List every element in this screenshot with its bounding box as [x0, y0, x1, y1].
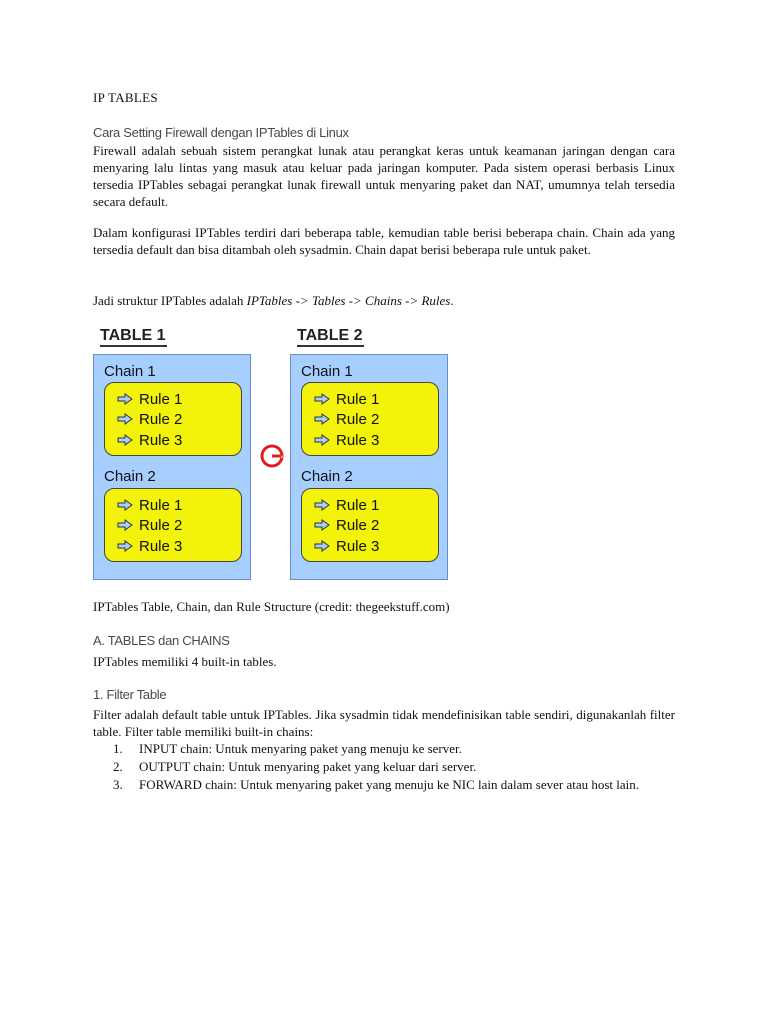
figure-caption: IPTables Table, Chain, dan Rule Structure (credit: thegeekstuff.com) [93, 599, 450, 614]
rule-item: Rule 1 [314, 390, 379, 408]
iptables-structure-diagram [93, 326, 453, 582]
table-1-chain-2-box [104, 488, 242, 562]
structure-prefix: Jadi struktur IPTables adalah [93, 293, 247, 308]
chain-list [93, 740, 675, 794]
table-2-chain-1-box [301, 382, 439, 456]
table-1-title: TABLE 1 [100, 327, 167, 347]
rule-item: Rule 3 [314, 537, 379, 555]
table-1-chain-2-label: Chain 2 [104, 468, 156, 485]
arrow-right-icon [117, 393, 133, 405]
table-1-chain-1-box [104, 382, 242, 456]
heading-tables-chains: A. TABLES dan CHAINS [93, 633, 230, 648]
arrow-right-icon [314, 499, 330, 511]
rule-item: Rule 1 [117, 496, 182, 514]
arrow-right-icon [117, 434, 133, 446]
paragraph-config: Dalam konfigurasi IPTables terdiri dari beberapa table, kemudian table berisi beberapa chain. Chain ada yang tersedia default dan bisa ditambah oleh sysadmin. Chain dapat berisi beberapa rule untuk paket. [93, 225, 675, 257]
rule-item: Rule 2 [117, 516, 182, 534]
arrow-right-icon [117, 540, 133, 552]
arrow-right-icon [314, 393, 330, 405]
paragraph-filter: Filter adalah default table untuk IPTables. Jika sysadmin tidak mendefinisikan table sendiri, digunakanlah filter table. Filter table memiliki built-in chains: [93, 707, 675, 739]
structure-chain: IPTables -> Tables -> Chains -> Rules [246, 293, 451, 308]
paragraph-builtin-tables: IPTables memiliki 4 built-in tables. [93, 654, 277, 669]
rule-item: Rule 1 [117, 390, 182, 408]
arrow-right-icon [314, 434, 330, 446]
rule-item: Rule 3 [314, 431, 379, 449]
site-logo-icon [260, 444, 284, 468]
table-2-title: TABLE 2 [297, 327, 364, 347]
paragraph-structure [93, 292, 675, 309]
arrow-right-icon [117, 499, 133, 511]
arrow-right-icon [314, 413, 330, 425]
table-2-chain-2-box [301, 488, 439, 562]
rule-item: Rule 1 [314, 496, 379, 514]
table-2-box [290, 354, 448, 580]
list-item: 1. INPUT chain: Untuk menyaring paket yang menuju ke server. [113, 741, 462, 756]
table-1-box [93, 354, 251, 580]
arrow-right-icon [117, 413, 133, 425]
rule-item: Rule 3 [117, 537, 182, 555]
table-1-chain-1-label: Chain 1 [104, 363, 156, 380]
rule-item: Rule 2 [117, 410, 182, 428]
paragraph-firewall: Firewall adalah sebuah sistem perangkat lunak atau perangkat keras untuk keamanan jaringan dengan cara menyaring lalu lintas yang masuk atau keluar pada jaringan komputer. Pada sistem operasi berbasis Linux tersedia IPTables sebagai perangkat lunak firewall untuk menyaring paket dan NAT, umumnya telah tersedia secara default. [93, 143, 675, 209]
arrow-right-icon [314, 519, 330, 531]
rule-item: Rule 3 [117, 431, 182, 449]
rule-item: Rule 2 [314, 516, 379, 534]
list-item: 3. FORWARD chain: Untuk menyaring paket yang menuju ke NIC lain dalam sever atau host lain. [113, 777, 640, 792]
structure-suffix: . [450, 293, 454, 308]
document-title: IP TABLES [93, 90, 158, 105]
heading-filter-table: 1. Filter Table [93, 687, 167, 702]
section-heading: Cara Setting Firewall dengan IPTables di Linux [93, 125, 349, 140]
arrow-right-icon [314, 540, 330, 552]
arrow-right-icon [117, 519, 133, 531]
table-2-chain-1-label: Chain 1 [301, 363, 353, 380]
table-2-chain-2-label: Chain 2 [301, 468, 353, 485]
list-item: 2. OUTPUT chain: Untuk menyaring paket yang keluar dari server. [113, 759, 477, 774]
rule-item: Rule 2 [314, 410, 379, 428]
